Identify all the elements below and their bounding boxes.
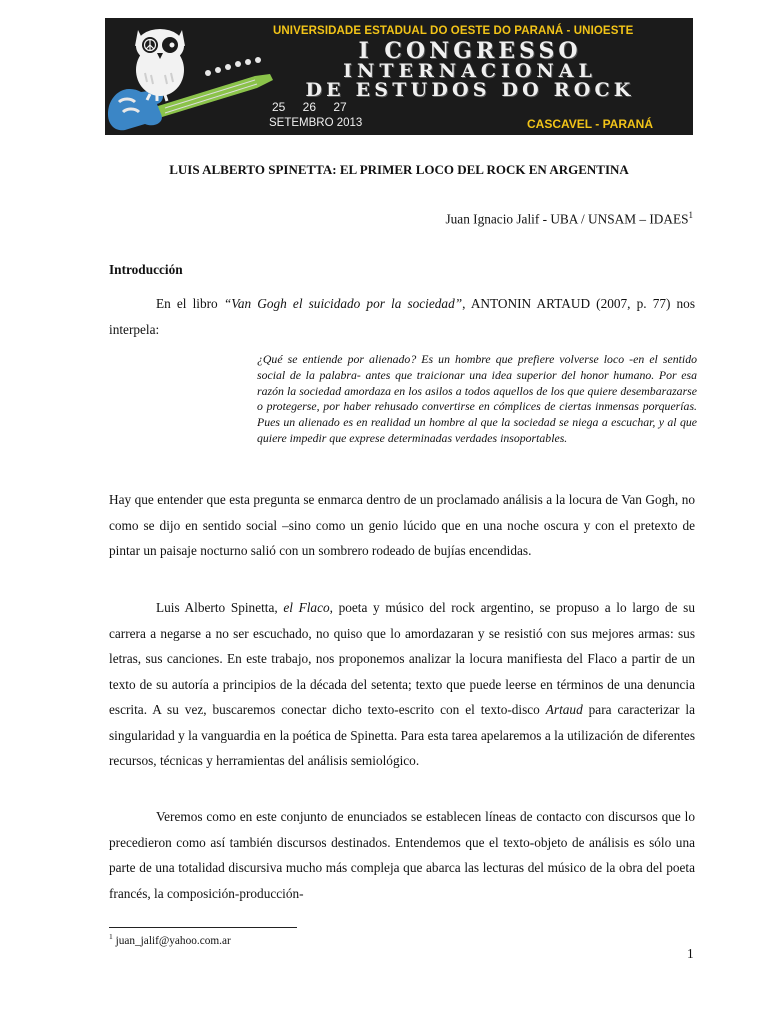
author-footnote-mark: 1 (688, 210, 693, 220)
section-heading: Introducción (109, 262, 183, 277)
banner-dates: 25 26 27 (272, 100, 347, 114)
banner-title-line2: INTERNACIONAL (343, 60, 597, 82)
paragraph2-part3: para caracterizar la singularidad y la vanguardia en la poética de Spinetta. Para esta tarea apelaremos a la utilización de diferentes recursos, técnicas y herramientas del análisis semiológico. (109, 702, 696, 768)
paper-title: LUIS ALBERTO SPINETTA: EL PRIMER LOCO DEL ROCK EN ARGENTINA (169, 162, 629, 177)
paragraph2-artaud: Artaud (545, 702, 583, 717)
intro-after: , ANTONIN ARTAUD (2007, p. 77) nos interpela: (109, 296, 695, 337)
banner-city: CASCAVEL - PARANÁ (527, 117, 654, 131)
body-paragraph-3: Veremos como en este conjunto de enunciados se establecen líneas de contacto con discursos que lo precedieron como así también discursos destinados. Entendemos que el texto-objeto de análisis es sólo una parte de una totalidad discursiva mucho más compleja que abarca las lecturas del músico de la obra del poeta francés, la composición-producción- (109, 809, 695, 901)
intro-before: En el libro (156, 296, 224, 311)
owl-icon (135, 29, 185, 101)
footnote-email: juan_jalif@yahoo.com.ar (112, 934, 231, 947)
paper-author (445, 210, 693, 227)
block-quote: ¿Qué se entiende por alienado? Es un hombre que prefiere volverse loco -en el sentido social de la palabra- antes que traicionar una idea superior del honor humano. Por esa razón la sociedad amordaza en los asilos a todos aquellos de los que quiere desembarazarse o protegerse, por haber rehusado convertirse en cómplices de ciertas inmensas porquerías. Pues un alienado es en realidad un hombre al que la sociedad se niega a escuchar, y al que quiere impedir que exprese determinadas verdades insoportables. (257, 352, 697, 445)
banner-month-year: SETEMBRO 2013 (269, 117, 363, 129)
footnote-mark: 1 (109, 932, 113, 941)
intro-paragraph (109, 291, 695, 342)
banner-university: UNIVERSIDADE ESTADUAL DO OESTE DO PARANÁ - UNIOESTE (273, 25, 634, 37)
congress-banner (105, 18, 693, 135)
banner-title-line1: I CONGRESSO (358, 38, 582, 64)
paragraph2-flaco: el Flaco (283, 600, 330, 615)
paragraph2-part2: , poeta y músico del rock argentino, se propuso a lo largo de su carrera a negarse a no ser escuchado, no quiso que lo amordazaran y se resistió con sus mejores armas: sus letras, sus canciones. En este trabajo, nos proponemos analizar la locura manifiesta del Flaco a partir de un texto de su autoría a principios de la década del setenta; texto que puede leerse en términos de una denuncia escrita. A su vez, buscaremos conectar dicho texto-escrito con el texto-disco (109, 600, 696, 717)
intro-book-title: “Van Gogh el suicidado por la sociedad” (223, 296, 463, 311)
page-number: 1 (687, 946, 694, 961)
paragraph2-part1: Luis Alberto Spinetta, (156, 600, 284, 615)
body-paragraph-2 (109, 595, 695, 774)
body-paragraph-1: Hay que entender que esta pregunta se enmarca dentro de un proclamado análisis a la locura de Van Gogh, no como se dijo en sentido social –sino como un genio lúcido que en una noche oscura y con el pretexto de pintar un paisaje nocturno salió con un sombrero rodeado de bujías encendidas. (109, 492, 695, 558)
banner-title-line3: DE ESTUDOS DO ROCK (305, 79, 635, 101)
author-name: Juan Ignacio Jalif - UBA / UNSAM – IDAES (445, 211, 689, 227)
footnote (109, 932, 231, 947)
footnote-rule (109, 927, 297, 928)
